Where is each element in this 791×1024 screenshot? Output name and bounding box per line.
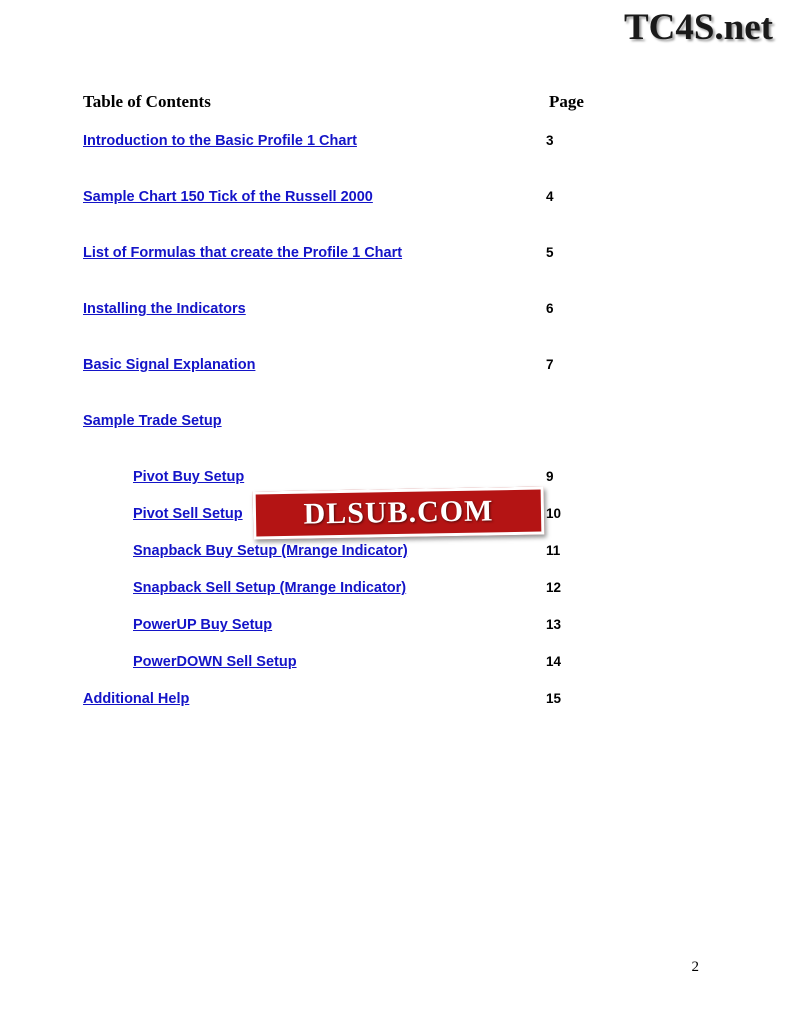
toc-page-number: 3 (546, 133, 554, 148)
toc-link[interactable]: Pivot Buy Setup (133, 469, 245, 485)
toc-row (83, 543, 723, 580)
toc-row (83, 580, 723, 617)
toc-link[interactable]: Basic Signal Explanation (83, 357, 256, 373)
toc-row (83, 245, 723, 301)
toc-page-number: 10 (546, 506, 562, 521)
toc-row (83, 133, 723, 189)
toc-link[interactable]: Sample Trade Setup (83, 413, 222, 429)
dlsub-watermark-text: DLSUB.COM (303, 494, 494, 531)
toc-list (83, 133, 723, 747)
toc-row (83, 617, 723, 654)
toc-page-number: 15 (546, 691, 562, 706)
toc-link[interactable]: Snapback Sell Setup (Mrange Indicator) (133, 580, 407, 596)
page-title: Table of Contents (83, 92, 211, 111)
toc-page-number: 6 (546, 301, 554, 316)
toc-link[interactable]: Installing the Indicators (83, 301, 246, 317)
toc-link[interactable]: PowerDOWN Sell Setup (133, 654, 297, 670)
toc-link[interactable]: Snapback Buy Setup (Mrange Indicator) (133, 543, 408, 559)
toc-page-number: 4 (546, 189, 554, 204)
brand-watermark: TC4S.net (623, 7, 773, 48)
toc-page-number: 12 (546, 580, 562, 595)
toc-link[interactable]: Sample Chart 150 Tick of the Russell 2000 (83, 189, 373, 205)
page-column-label: Page (549, 92, 584, 111)
toc-header (83, 92, 703, 112)
toc-page-number: 5 (546, 245, 554, 260)
toc-row (83, 413, 723, 469)
toc-page-number: 7 (546, 357, 554, 372)
toc-row (83, 189, 723, 245)
toc-page-number: 9 (546, 469, 554, 484)
toc-link[interactable]: Pivot Sell Setup (133, 506, 243, 522)
toc-row (83, 654, 723, 691)
toc-row (83, 357, 723, 413)
page-number-footer: 2 (691, 959, 699, 975)
toc-link[interactable]: PowerUP Buy Setup (133, 617, 273, 633)
toc-link[interactable]: Introduction to the Basic Profile 1 Chart (83, 133, 357, 149)
toc-link[interactable]: List of Formulas that create the Profile 1 Chart (83, 245, 403, 261)
toc-row (83, 301, 723, 357)
toc-row (83, 691, 723, 747)
toc-link[interactable]: Additional Help (83, 691, 190, 707)
toc-page-number: 13 (546, 617, 562, 632)
dlsub-watermark-badge (253, 486, 545, 539)
toc-page-number: 14 (546, 654, 562, 669)
toc-page-number: 11 (546, 543, 561, 558)
